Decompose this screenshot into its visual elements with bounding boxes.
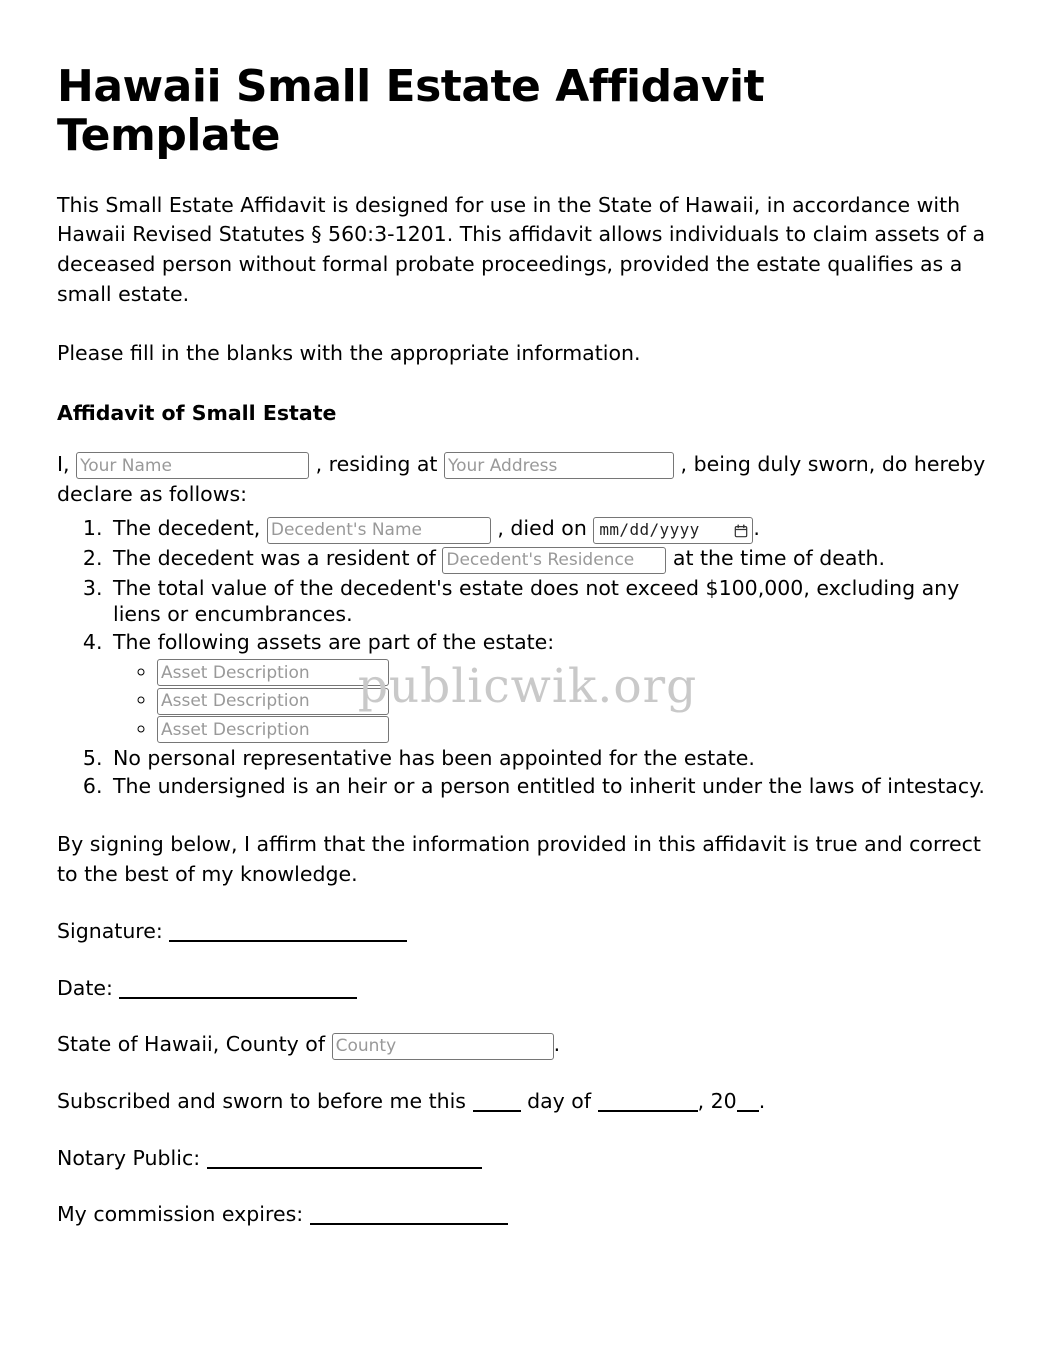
sworn-suffix-label: .: [758, 1088, 766, 1113]
sworn-prefix-label: Subscribed and sworn to before me this: [57, 1088, 466, 1113]
asset-description-input-2[interactable]: [157, 688, 389, 715]
signature-label: Signature:: [57, 918, 163, 943]
asset-description-input-3[interactable]: [157, 716, 389, 743]
your-name-input[interactable]: [76, 452, 309, 479]
claim-item-3: 3. The total value of the decedent's estate does not exceed $100,000, excluding any liens or encumbrances.: [109, 575, 992, 628]
site-watermark: publicwik.org: [357, 659, 698, 714]
claim4-label: The following assets are part of the estate:: [113, 629, 555, 654]
asset-description-input-1[interactable]: [157, 659, 389, 686]
signature-line: [57, 890, 992, 947]
sworn-month-blank-rule[interactable]: [598, 1110, 698, 1112]
page-title: Hawaii Small Estate Affidavit Template: [57, 61, 765, 162]
affiant-suffix-label: , being duly sworn, do hereby declare as follows:: [57, 451, 986, 506]
claim-item-2: [109, 545, 992, 574]
claims-list: [57, 515, 992, 799]
claim-item-6: 6. The undersigned is an heir or a person entitled to inherit under the laws of intestacy.: [109, 773, 992, 800]
sworn-year-blank-rule[interactable]: [737, 1110, 759, 1112]
claim1-tail-label: .: [753, 516, 760, 541]
death-date-value: mm/dd/yyyy: [599, 520, 700, 540]
asset-list-item: [157, 715, 992, 744]
notary-public-label: Notary Public:: [57, 1145, 201, 1170]
affiant-declaration-line: [57, 428, 992, 509]
claim-item-1: [109, 515, 992, 544]
county-input[interactable]: [332, 1033, 554, 1060]
claim1-lead-label: The decedent,: [113, 516, 261, 541]
signature-blank-rule[interactable]: [169, 940, 407, 942]
attestation-paragraph: By signing below, I affirm that the information provided in this affidavit is true and correct to the best of my knowledge.: [57, 832, 981, 887]
affiant-residing-label: , residing at: [315, 451, 438, 476]
intro-paragraph: This Small Estate Affidavit is designed for use in the State of Hawaii, in accordance with Hawaii Revised Statutes § 560:3-1201. This affidavit allows individuals to claim assets of a deceased person without formal probate proceedings, provided the estate qualifies as a small estate.: [57, 192, 986, 306]
state-county-line: [57, 1003, 992, 1060]
claim2-lead-label: The decedent was a resident of: [113, 546, 436, 571]
date-line: [57, 947, 992, 1004]
document-page: [57, 0, 992, 1230]
asset-list-item: [157, 686, 992, 715]
decedent-name-input[interactable]: [267, 517, 491, 544]
state-county-suffix-label: .: [553, 1032, 561, 1057]
notary-public-line: [57, 1117, 992, 1174]
commission-expires-label: My commission expires:: [57, 1202, 304, 1227]
sworn-year-prefix-label: , 20: [697, 1088, 737, 1113]
claim2-tail-label: at the time of death.: [672, 546, 886, 571]
asset-list: [113, 658, 992, 744]
affiant-prefix-label: I,: [57, 451, 70, 476]
date-label: Date:: [57, 975, 113, 1000]
your-address-input[interactable]: [444, 452, 674, 479]
asset-list-item: [157, 658, 992, 687]
section-heading: Affidavit of Small Estate: [57, 401, 337, 426]
sworn-mid-label: day of: [527, 1088, 592, 1113]
claim-item-4: [109, 629, 992, 743]
sworn-day-blank-rule[interactable]: [473, 1110, 521, 1112]
date-blank-rule[interactable]: [119, 997, 357, 999]
state-county-label: State of Hawaii, County of: [57, 1032, 326, 1057]
commission-blank-rule[interactable]: [310, 1223, 508, 1225]
calendar-icon[interactable]: [734, 524, 748, 538]
sworn-statement-line: [57, 1060, 992, 1117]
claim-item-5: 5. No personal representative has been appointed for the estate.: [109, 745, 992, 772]
commission-expires-line: [57, 1173, 992, 1230]
notary-blank-rule[interactable]: [207, 1167, 482, 1169]
instruction-paragraph: Please fill in the blanks with the appropriate information.: [57, 341, 641, 366]
claim1-middle-label: , died on: [497, 516, 587, 541]
decedent-residence-input[interactable]: [442, 547, 666, 574]
death-date-input[interactable]: [593, 517, 753, 544]
